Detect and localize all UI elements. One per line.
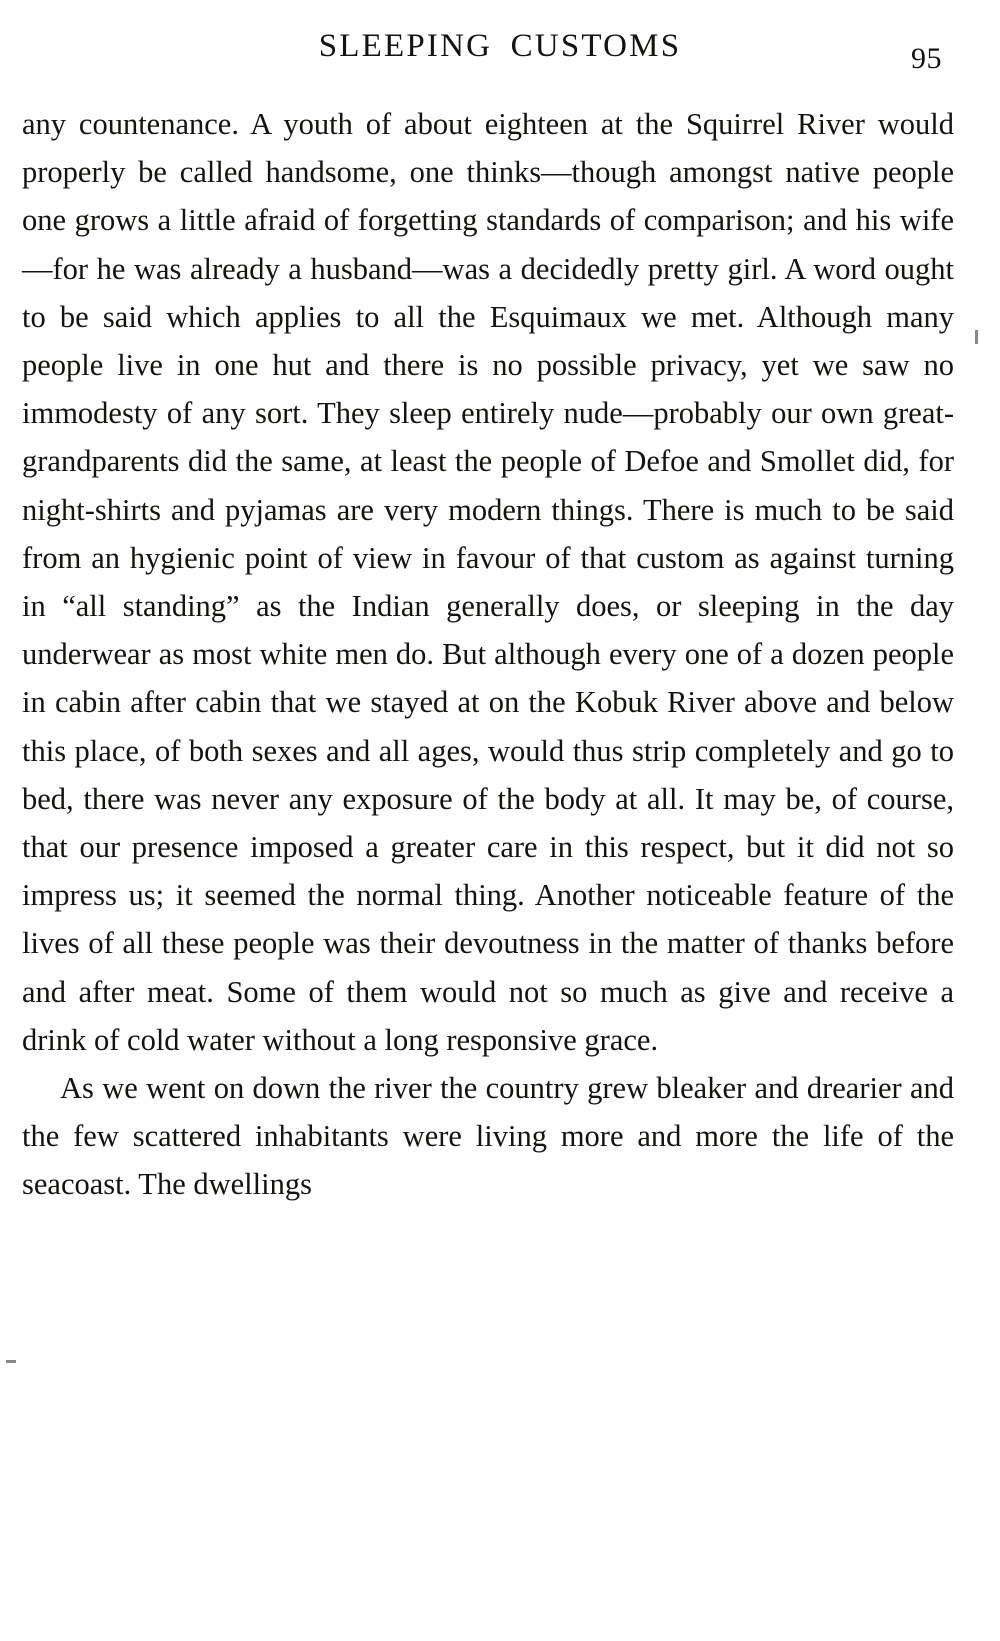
paragraph-2: As we went on down the river the country grew bleaker and drearier and the few scattered inhabitants were living more and more the life of the seacoast. The dwellings	[22, 1071, 954, 1202]
paragraph-1: any countenance. A youth of about eighteen at the Squirrel River would properly be called handsome, one thinks—though amongst native people one grows a little afraid of forgetting standards of comparison; and his wife—for he was already a husband—was a decidedly pretty girl. A word ought to be said which applies to all the Esquimaux we met. Although many people live in one hut and there is no possible privacy, yet we saw no immodesty of any sort. They sleep entirely nude—probably our own great-grandparents did the same, at least the people of Defoe and Smollet did, for night-shirts and pyjamas are very modern things. There is much to be said from an hygienic point of view in favour of that custom as against turning in “all standing” as the Indian generally does, or sleeping in the day underwear as most white men do. But although every one of a dozen people in cabin after cabin that we stayed at on the Kobuk River above and below this place, of both sexes and all ages, would thus strip completely and go to bed, there was never any exposure of the body at all. It may be, of course, that our presence imposed a greater care in this respect, but it did not so impress us; it seemed the normal thing. Another noticeable feature of the lives of all these people was their devoutness in the matter of thanks before and after meat. Some of them would not so much as give and receive a drink of cold water without a long responsive grace.	[22, 107, 954, 1057]
running-title: SLEEPING CUSTOMS	[318, 28, 682, 64]
margin-dash	[6, 1360, 16, 1363]
body-text-column	[22, 100, 954, 1209]
page-header	[0, 28, 1000, 84]
page-number: 95	[911, 42, 942, 75]
margin-speck	[975, 330, 978, 344]
